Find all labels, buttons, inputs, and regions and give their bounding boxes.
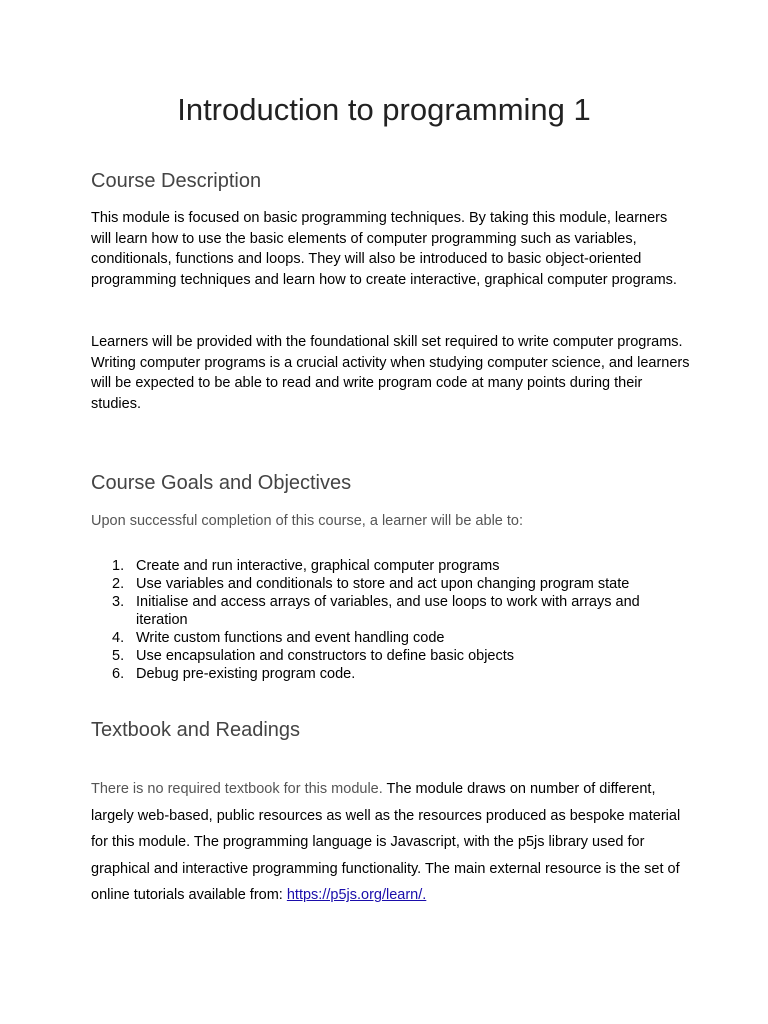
list-item-text: Debug pre-existing program code.: [136, 666, 356, 682]
goals-heading: Course Goals and Objectives: [91, 472, 352, 494]
course-description-paragraph-2: Learners will be provided with the foundational skill set required to write computer programs. Writing computer programs is a crucial activity when studying computer science, and learners will be expected to be able to read and write program code at many points during their studies.: [91, 334, 690, 412]
goals-list-item: [91, 557, 691, 575]
list-item-text: Create and run interactive, graphical computer programs: [136, 558, 500, 574]
list-item-text: Use encapsulation and constructors to define basic objects: [136, 648, 515, 664]
goals-list-item: [91, 665, 691, 683]
list-item-number: 6.: [112, 666, 125, 682]
list-item-text: Initialise and access arrays of variables, and use loops to work with arrays and iteration: [136, 594, 640, 628]
textbook-heading: Textbook and Readings: [91, 719, 301, 741]
goals-intro: Upon successful completion of this course, a learner will be able to:: [91, 513, 523, 529]
textbook-body-text: The module draws on number of different, largely web-based, public resources as well as the resources produced as bespoke material for this module. The programming language is Javascript, with the p5js library used for graphical and interactive programming functionality. The main external resource is the set of online tutorials available from:: [91, 781, 681, 904]
goals-list-item: [91, 647, 691, 665]
textbook-muted-text: There is no required textbook for this module.: [91, 781, 383, 797]
list-item-text: Use variables and conditionals to store and act upon changing program state: [136, 576, 630, 592]
textbook-paragraph: [91, 776, 691, 909]
course-description-paragraph-1: This module is focused on basic programming techniques. By taking this module, learners will learn how to use the basic elements of computer programming such as variables, conditionals, functions and loops. They will also be introduced to basic object-oriented programming techniques and learn how to create interactive, graphical computer programs.: [91, 210, 677, 288]
p5js-learn-link[interactable]: https://p5js.org/learn/.: [286, 887, 427, 904]
list-item-text: Write custom functions and event handling code: [136, 630, 445, 646]
goals-list-item: [91, 629, 691, 647]
list-item-number: 3.: [112, 594, 125, 610]
list-item-number: 5.: [112, 648, 125, 664]
page-title: Introduction to programming 1: [177, 92, 591, 127]
goals-list-item: [91, 575, 691, 593]
course-description-heading: Course Description: [91, 170, 262, 192]
goals-list: [91, 557, 691, 683]
goals-list-item: [91, 593, 691, 629]
list-item-number: 4.: [112, 630, 125, 646]
list-item-number: 2.: [112, 576, 125, 592]
list-item-number: 1.: [112, 558, 125, 574]
